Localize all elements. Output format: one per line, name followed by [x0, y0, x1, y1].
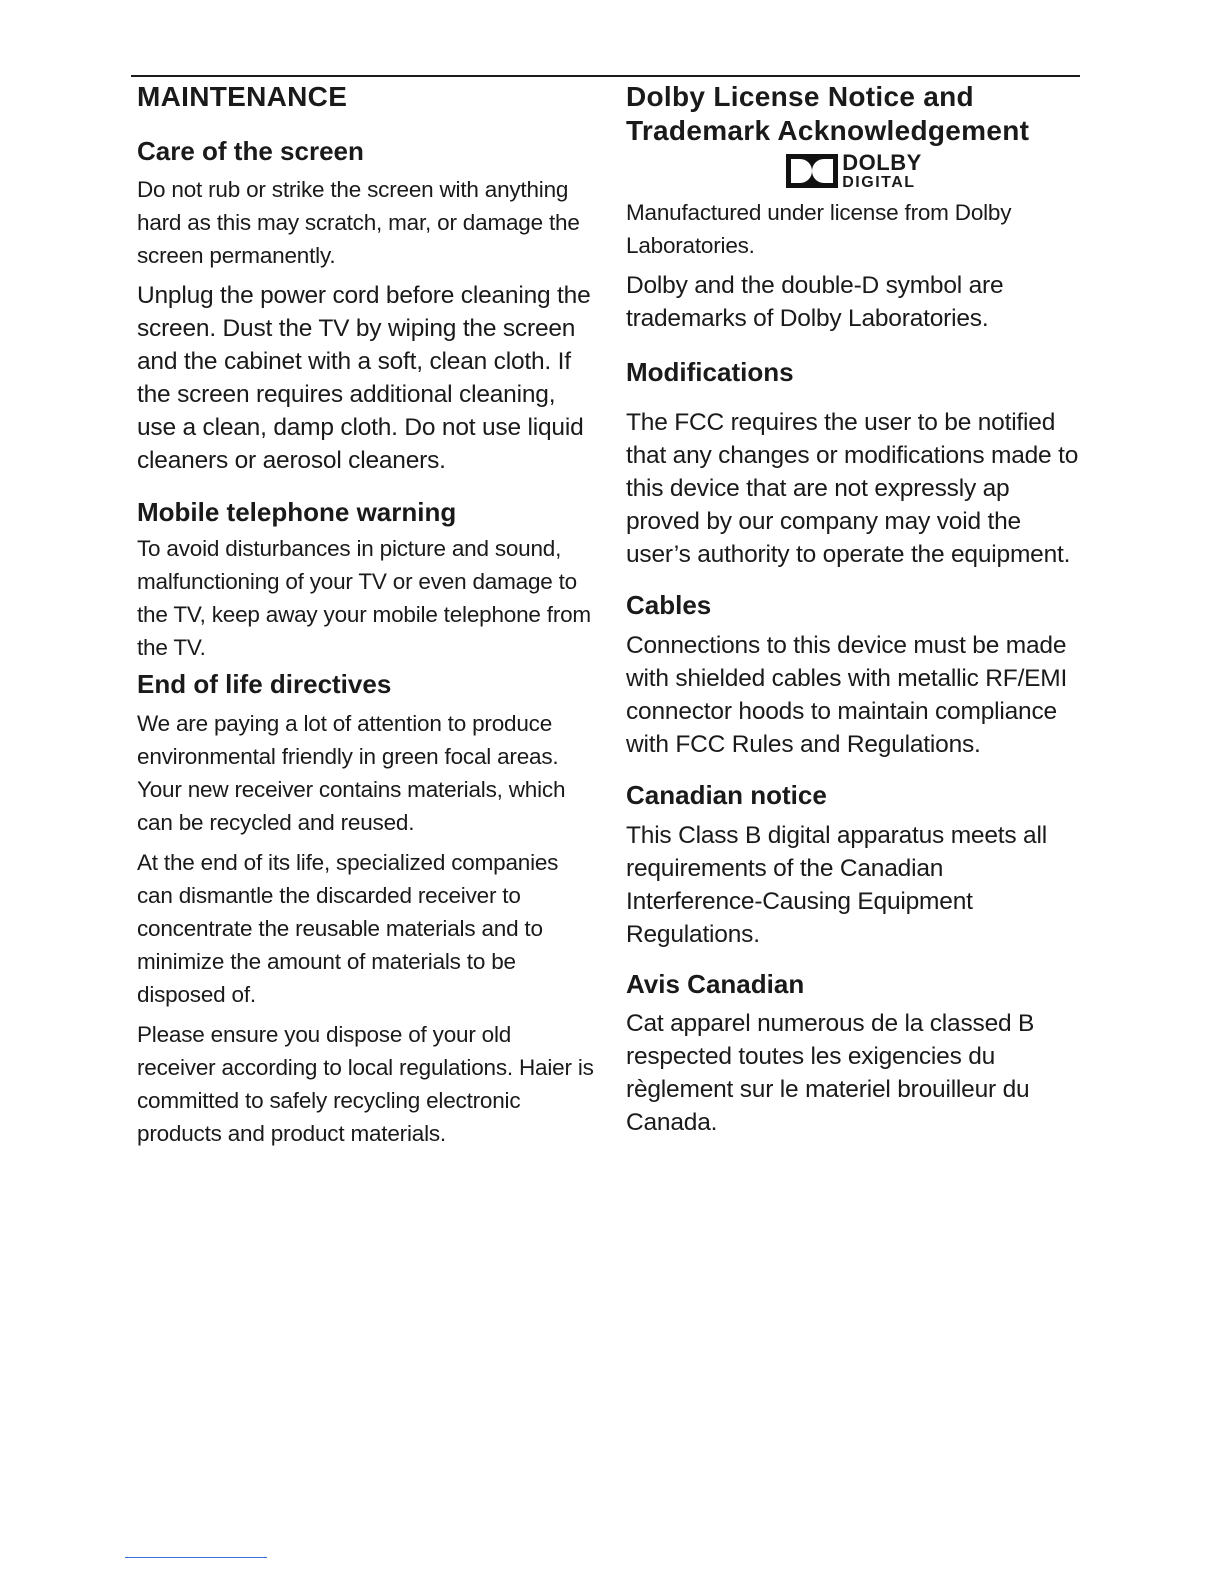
dolby-double-d-icon — [786, 154, 838, 188]
section-title-maintenance: MAINTENANCE — [137, 81, 348, 112]
heading-cables: Cables — [626, 590, 712, 620]
dolby-paragraph-2: Dolby and the double-D symbol are trademarks of Dolby Laboratories. — [626, 272, 1004, 332]
cables-paragraph: Connections to this device must be made with shielded cables with metallic RF/EMI connector hoods to maintain compliance with FCC Rules and Regulations. — [626, 632, 1068, 758]
eol-paragraph-3: Please ensure you dispose of your old receiver according to local regulations. Haier is committed to safely recycling electronic products and product materials. — [137, 1022, 594, 1146]
canadian-notice-paragraph: This Class B digital apparatus meets all requirements of the Canadian Interference-Causing Equipment Regulations. — [626, 822, 1047, 948]
heading-dolby-notice: Dolby License Notice and Trademark Acknowledgement — [626, 81, 1030, 146]
left-column — [137, 80, 595, 1150]
dolby-logo-subword: DIGITAL — [842, 173, 916, 191]
eol-paragraph-2: At the end of its life, specialized companies can dismantle the discarded receiver to concentrate the reusable materials and to minimize the amount of materials to be disposed of. — [137, 850, 559, 1007]
avis-canadian-paragraph: Cat apparel numerous de la classed B respected toutes les exigencies du règlement sur le materiel brouilleur du Canada. — [626, 1010, 1035, 1136]
footer-rule — [125, 1557, 267, 1558]
heading-avis-canadian: Avis Canadian — [626, 969, 805, 999]
heading-canadian-notice: Canadian notice — [626, 780, 827, 810]
dolby-paragraph-1: Manufactured under license from Dolby Laboratories. — [626, 200, 1012, 258]
care-paragraph-1: Do not rub or strike the screen with anything hard as this may scratch, mar, or damage the screen permanently. — [137, 177, 580, 268]
eol-paragraph-1: We are paying a lot of attention to produce environmental friendly in green focal areas. Your new receiver contains materials, which can be recycled and reused. — [137, 711, 566, 835]
mobile-paragraph: To avoid disturbances in picture and sound, malfunctioning of your TV or even damage to the TV, keep away your mobile telephone from the TV. — [137, 536, 591, 660]
top-rule — [131, 75, 1080, 77]
right-column — [626, 80, 1082, 1139]
dolby-logo-word: DOLBY — [842, 149, 922, 175]
dolby-digital-logo — [626, 150, 1082, 192]
dolby-logo-text — [842, 149, 922, 191]
heading-mobile-warning: Mobile telephone warning — [137, 497, 457, 527]
heading-end-of-life: End of life directives — [137, 669, 392, 699]
heading-care-of-screen: Care of the screen — [137, 136, 364, 166]
modifications-paragraph: The FCC requires the user to be notified that any changes or modifications made to this device that are not expressly ap proved by our company may void the user’s authority to operate the equipment. — [626, 409, 1079, 568]
heading-modifications: Modifications — [626, 357, 794, 387]
care-paragraph-2: Unplug the power cord before cleaning the screen. Dust the TV by wiping the screen and the cabinet with a soft, clean cloth. If the screen requires additional cleaning, use a clean, damp cloth. Do not use liquid cleaners or aerosol cleaners. — [137, 282, 591, 474]
